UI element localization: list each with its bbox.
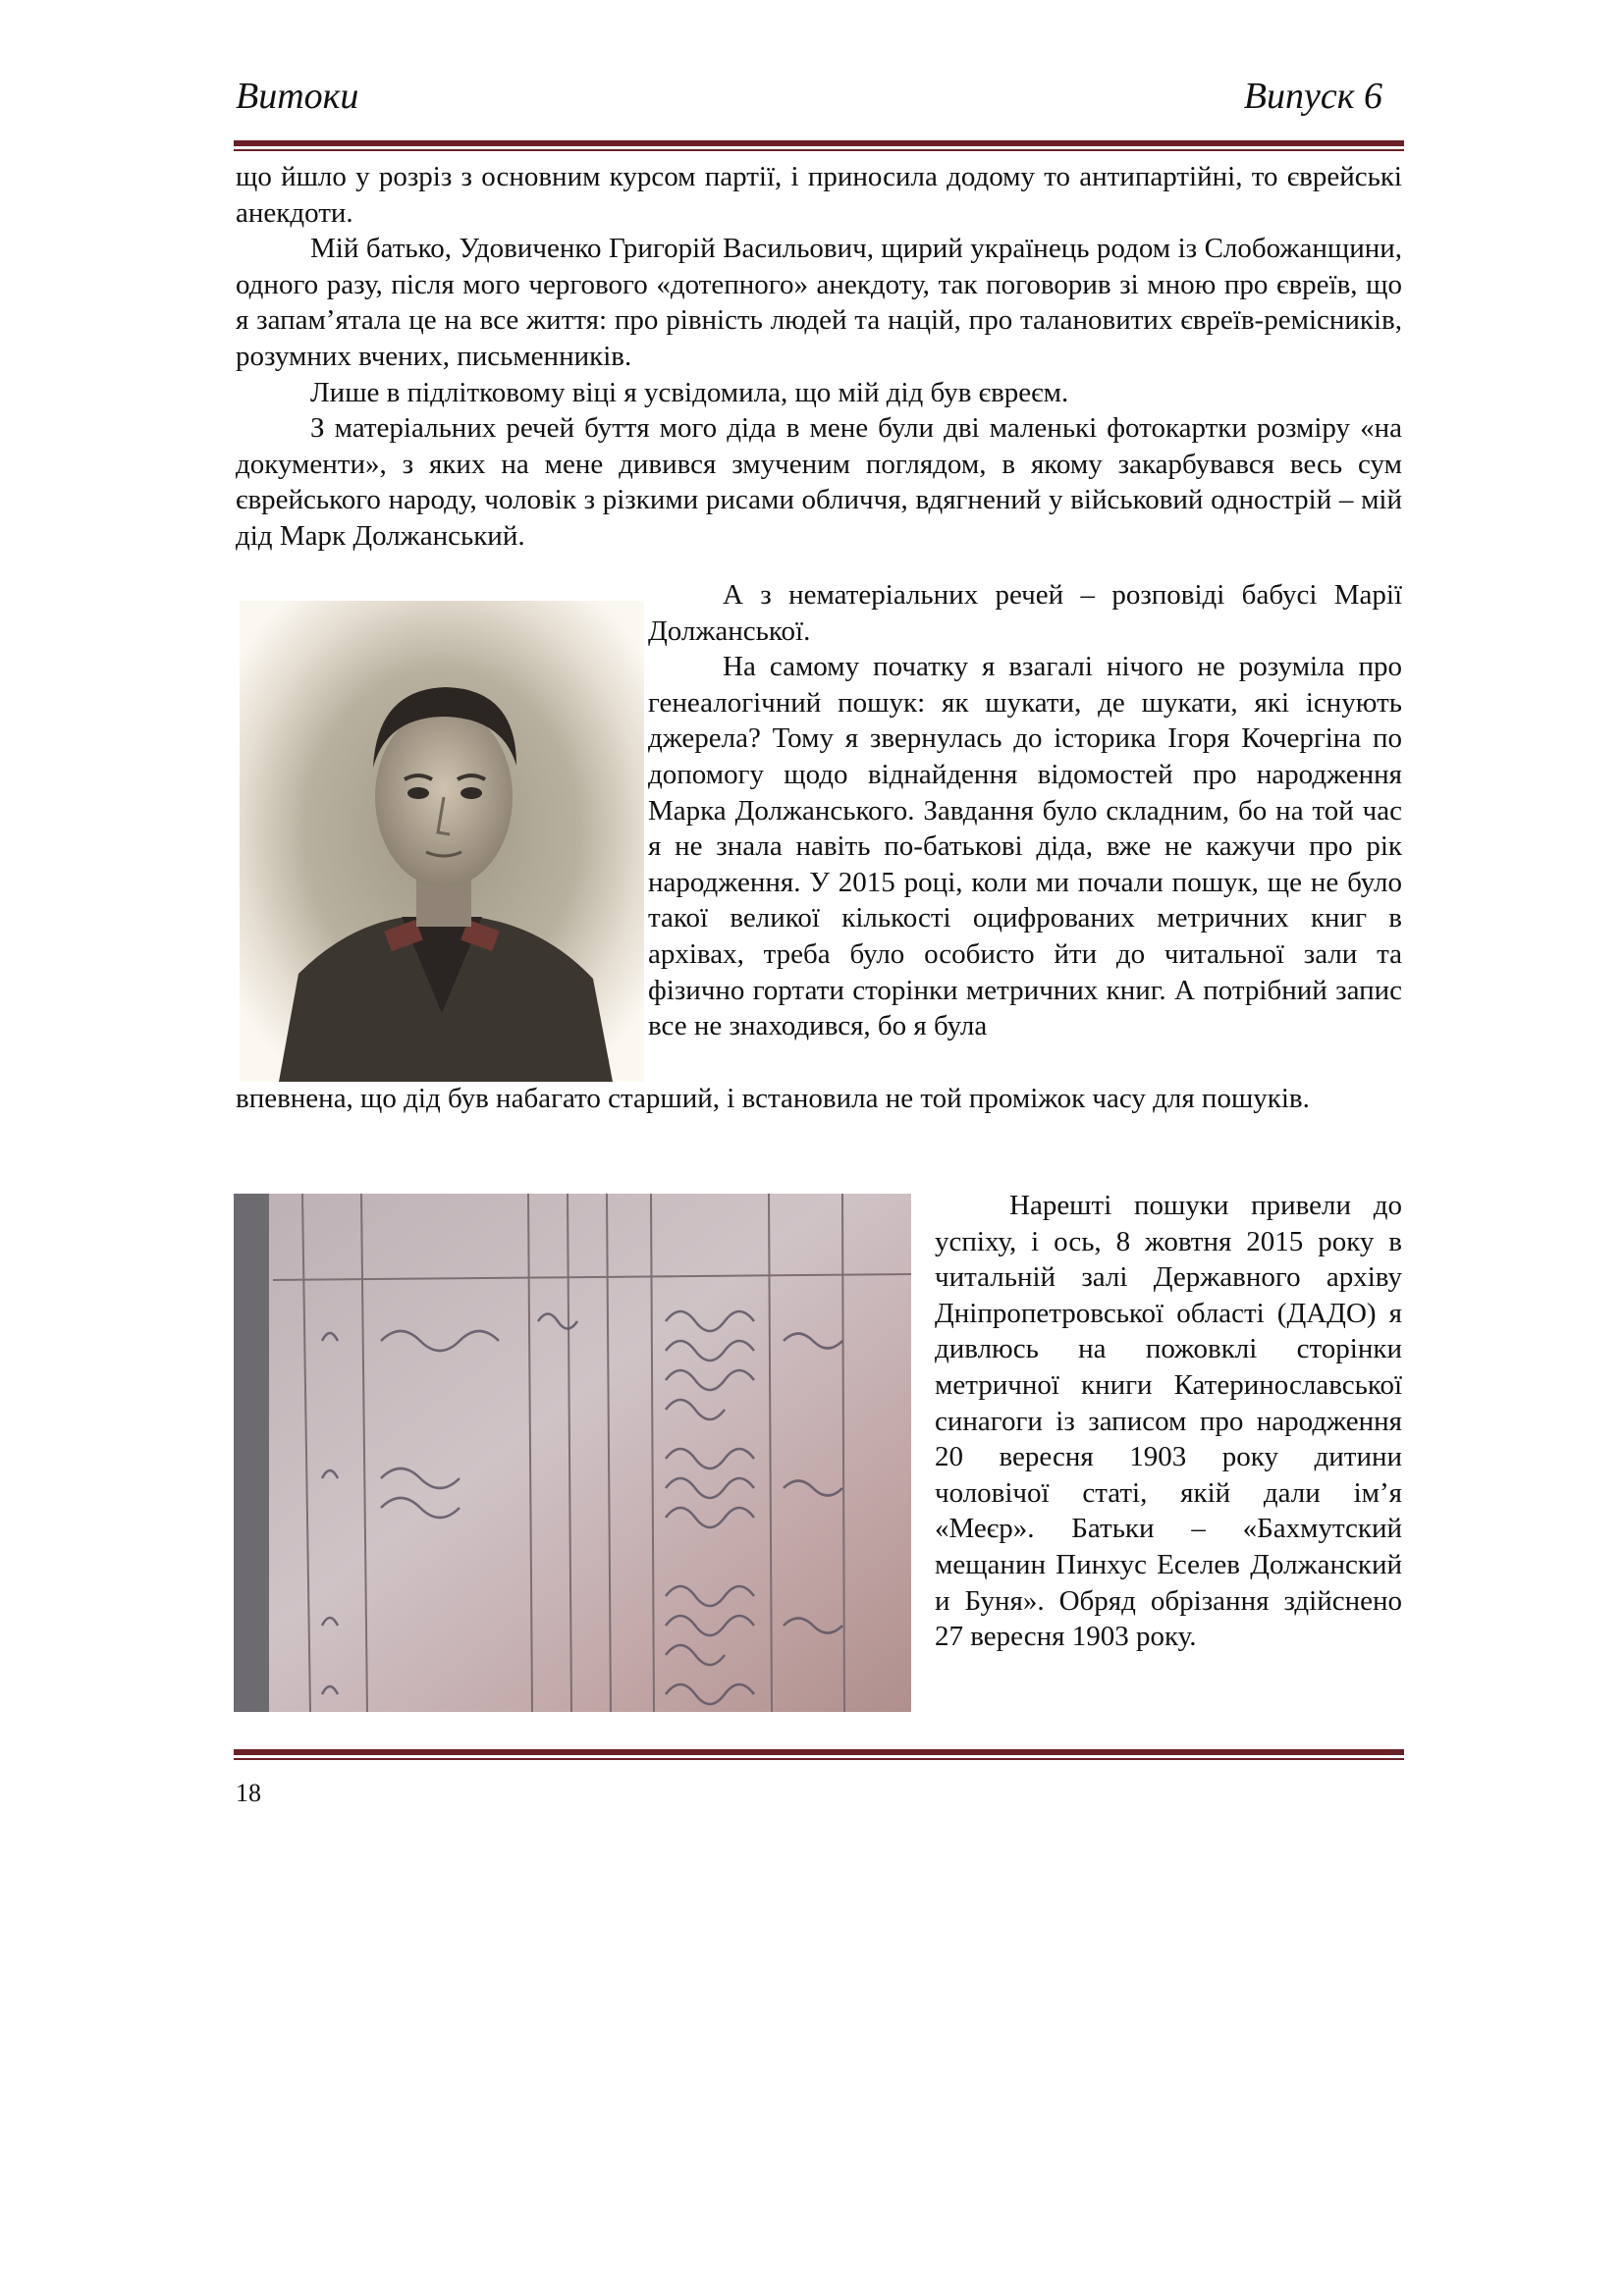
journal-title: Витоки <box>236 76 359 117</box>
portrait-photo <box>240 601 644 1082</box>
text-block-under-photo <box>236 1081 1402 1117</box>
text-block-beside-record <box>935 1188 1402 1655</box>
text-block-beside-photo <box>648 577 1402 1044</box>
paragraph: що йшло у розріз з основним курсом партії, і приносила додому то антипартійні, то єврейські анекдоти. <box>236 161 1402 229</box>
text-block-top <box>236 159 1402 555</box>
paragraph: З матеріальних речей буття мого діда в мене були дві маленькі фотокартки розміру «на документи», з яких на мене дивився змученим поглядом, в якому закарбувався весь сум єврейського народу, чоловік з різкими рисами обличчя, вдягнений у військовий однострій – мій дід Марк Должанський. <box>236 412 1402 552</box>
header-rule <box>234 140 1404 151</box>
paragraph: На самому початку я взагалі нічого не розуміла про генеалогічний пошук: як шукати, де шукати, які існують джерела? Тому я звернулась до історика Ігоря Кочергіна по допомогу щодо віднайдення відомостей про народження Марка Должанського. Завдання було складним, бо на той час я не знала навіть по-батькові діда, вже не кажучи про рік народження. У 2015 році, коли ми почали пошук, ще не було такої великої кількості оцифрованих метричних книг в архівах, треба було особисто йти до читальної зали та фізично гортати сторінки метричних книг. А потрібний запис все не знаходився, бо я була <box>648 651 1402 1042</box>
paragraph: Лише в підлітковому віці я усвідомила, що мій дід був євреєм. <box>310 376 1069 408</box>
paragraph: А з нематеріальних речей – розповіді бабусі Марії Должанської. <box>648 579 1402 647</box>
paragraph: Нарешті пошуки привели до успіху, і ось, 8 жовтня 2015 року в читальній залі Державного архіву Дніпропетровської області (ДАДО) я дивлюсь на пожовклі сторінки метричної книги Катеринославської синагоги із записом про народження 20 вересня 1903 року дитини чоловічої статі, якій дали ім’я «Меєр». Батьки – «Бахмутский мещанин Пинхус Еселев Должанский и Буня». Обряд обрізання здійснено 27 вересня 1903 року. <box>935 1190 1402 1653</box>
issue-label: Випуск 6 <box>1243 76 1382 117</box>
page-number: 18 <box>236 1779 261 1807</box>
footer-rule <box>234 1749 1404 1760</box>
paragraph: впевнена, що дід був набагато старший, і встановила не той проміжок часу для пошуків. <box>236 1083 1310 1114</box>
metric-book-photo <box>234 1194 911 1712</box>
paragraph: Мій батько, Удовиченко Григорій Васильович, щирий українець родом із Слобожанщини, одного разу, після мого чергового «дотепного» анекдоту, так поговорив зі мною про євреїв, що я запам’ятала це на все життя: про рівність людей та націй, про талановитих євреїв-ремісників, розумних вчених, письменників. <box>236 233 1402 372</box>
